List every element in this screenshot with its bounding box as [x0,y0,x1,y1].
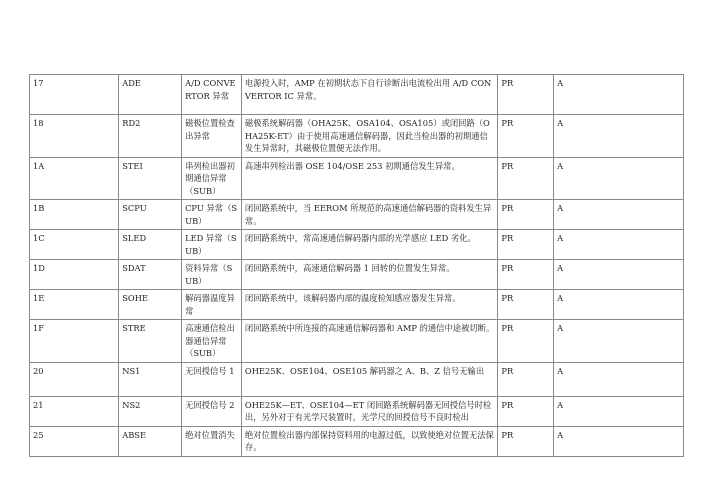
alarm-name: 绝对位置消失 [182,426,242,456]
alarm-number: 1F [30,320,119,363]
alarm-description: 闭回路系统中，高速通信解码器 1 回转的位置发生异常。 [241,260,498,290]
table-row [30,362,684,396]
alarm-action: A [554,290,684,320]
alarm-type: PR [498,157,554,200]
alarm-type: PR [498,200,554,230]
alarm-name: 资料异常（SUB） [182,260,242,290]
table-row [30,320,684,363]
alarm-code: SCPU [119,200,182,230]
alarm-name: 串列检出器初期通信异常（SUB） [182,157,242,200]
alarm-number: 1C [30,230,119,260]
alarm-description: 高速串列检出器 OSE 104/OSE 253 初期通信发生异常。 [241,157,498,200]
table-row [30,75,684,115]
table-row [30,426,684,456]
alarm-description: 闭回路系统中所连接的高速通信解码器和 AMP 的通信中途被切断。 [241,320,498,363]
alarm-code: SOHE [119,290,182,320]
alarm-code: NS1 [119,362,182,396]
alarm-type: PR [498,290,554,320]
alarm-type: PR [498,362,554,396]
alarm-name: 解码器温度异常 [182,290,242,320]
alarm-code: ADE [119,75,182,115]
alarm-code: RD2 [119,115,182,158]
alarm-number: 25 [30,426,119,456]
alarm-description: OHE25K、OSE104、OSE105 解码器之 A、B、Z 信号无输出 [241,362,498,396]
alarm-description: 闭回路系统中，常高速通信解码器内部的光学感应 LED 劣化。 [241,230,498,260]
alarm-type: PR [498,320,554,363]
alarm-code: NS2 [119,396,182,426]
alarm-action: A [554,260,684,290]
table-row [30,396,684,426]
alarm-type: PR [498,115,554,158]
alarm-number: 1B [30,200,119,230]
alarm-name: 无回授信号 1 [182,362,242,396]
table-row [30,230,684,260]
alarm-name: LED 异常（SUB） [182,230,242,260]
alarm-description: 绝对位置检出器内部保持资料用的电源过低，以致使绝对位置无法保存。 [241,426,498,456]
alarm-number: 17 [30,75,119,115]
alarm-action: A [554,75,684,115]
alarm-code: SDAT [119,260,182,290]
alarm-type: PR [498,230,554,260]
alarm-type: PR [498,260,554,290]
table-row [30,115,684,158]
table-row [30,157,684,200]
alarm-description: 闭回路系统中，该解码器内部的温度检知感应器发生异常。 [241,290,498,320]
alarm-code: ABSE [119,426,182,456]
alarm-action: A [554,230,684,260]
alarm-action: A [554,396,684,426]
alarm-table [29,74,684,457]
table-row [30,260,684,290]
alarm-description: 闭回路系统中，当 EEROM 所规范的高速通信解码器的资料发生异常。 [241,200,498,230]
alarm-type: PR [498,75,554,115]
alarm-action: A [554,320,684,363]
alarm-description: 电源投入时，AMP 在初期状态下自行诊断出电流检出用 A/D CONVERTOR IC 异常。 [241,75,498,115]
alarm-number: 1D [30,260,119,290]
alarm-name: 磁极位置检查出异常 [182,115,242,158]
alarm-name: CPU 异常（SUB） [182,200,242,230]
alarm-table-body [30,75,684,457]
alarm-action: A [554,426,684,456]
alarm-action: A [554,115,684,158]
alarm-action: A [554,157,684,200]
alarm-code: SLED [119,230,182,260]
alarm-number: 21 [30,396,119,426]
alarm-description: OHE25K—ET、OSE104—ET 闭回路系统解码器无回授信号时检出，另外对于有光学尺装置时，光学尺的回授信号不良时检出 [241,396,498,426]
alarm-action: A [554,200,684,230]
alarm-code: STEI [119,157,182,200]
alarm-code: STRE [119,320,182,363]
alarm-action: A [554,362,684,396]
alarm-number: 1A [30,157,119,200]
alarm-number: 1E [30,290,119,320]
alarm-number: 20 [30,362,119,396]
table-row [30,200,684,230]
alarm-name: 无回授信号 2 [182,396,242,426]
alarm-description: 磁极系统解码器（OHA25K、OSA104、OSA105）或闭回路（OHA25K-ET）由于使用高速通信解码器，因此当检出器的初期通信发生异常时，其磁极位置便无法作用。 [241,115,498,158]
alarm-type: PR [498,426,554,456]
table-row [30,290,684,320]
alarm-name: A/D CONVERTOR 异常 [182,75,242,115]
alarm-number: 18 [30,115,119,158]
alarm-type: PR [498,396,554,426]
alarm-name: 高速通信检出器通信异常（SUB） [182,320,242,363]
